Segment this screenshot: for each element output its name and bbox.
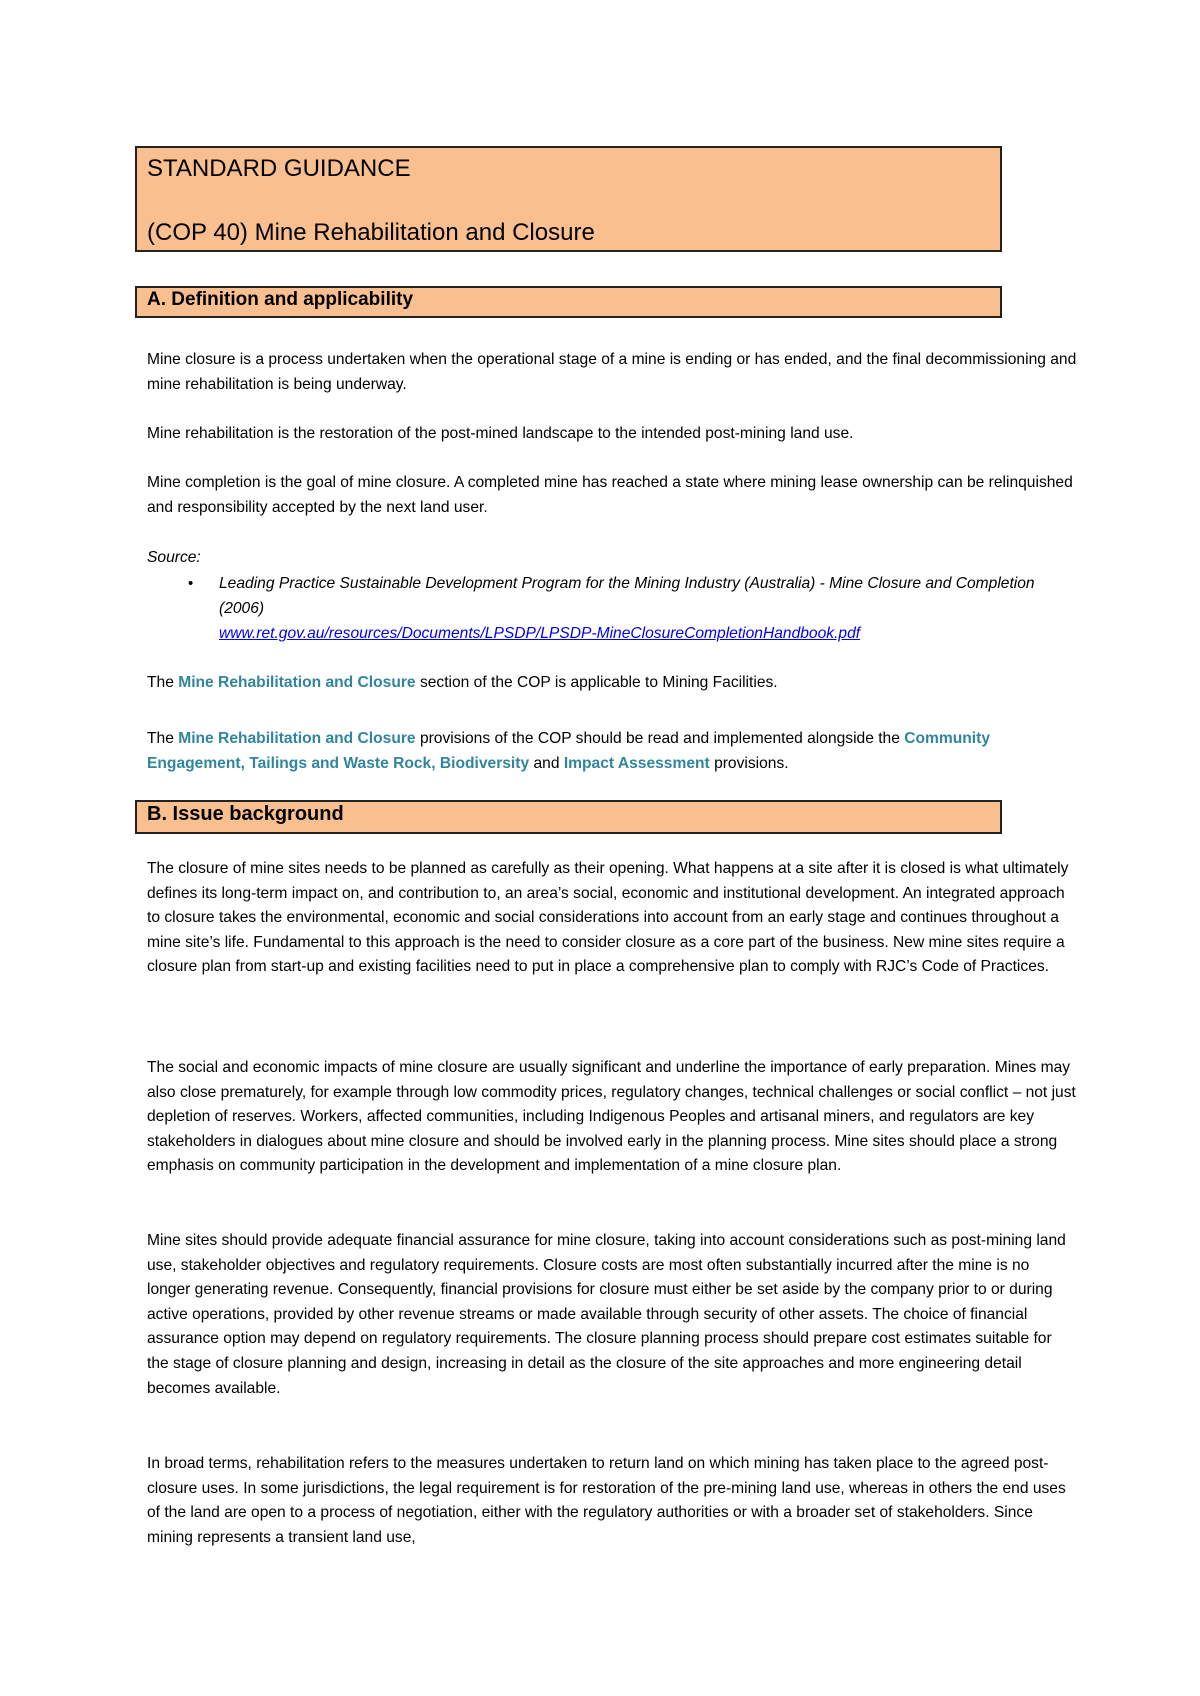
document-title-line1: STANDARD GUIDANCE — [147, 155, 411, 182]
text-span: and — [529, 754, 564, 772]
section-b-heading — [135, 800, 1002, 834]
section-b-paragraph-2: The social and economic impacts of mine closure are usually significant and underline the importance of early preparation. Mines may also close prematurely, for example through low commodity prices, regulatory changes, technical challenges or social conflict – not just depletion of reserves. Workers, affected communities, including Indigenous Peoples and artisanal miners, and regulators are key stakeholders in dialogues about mine closure and should be involved early in the planning process. Mine sites should place a strong emphasis on community participation in the development and implementation of a mine closure plan. — [147, 1059, 1076, 1175]
section-a-heading — [135, 286, 1002, 318]
text-span: section of the COP is applicable to Mining Facilities. — [415, 674, 778, 691]
document-title-line2: (COP 40) Mine Rehabilitation and Closure — [147, 219, 595, 246]
source-link-line — [219, 622, 1149, 647]
text-span: The — [147, 730, 179, 747]
bullet-marker: • — [188, 575, 194, 592]
impact-assessment-ref: Impact Assessment — [563, 754, 710, 772]
section-a-heading-text: A. Definition and applicability — [147, 289, 414, 310]
source-link[interactable]: www.ret.gov.au/resources/Documents/LPSDP/LPSDP-MineClosureCompletionHandbook.pdf — [219, 625, 861, 642]
text-span: provisions of the COP should be read and implemented alongside the — [415, 730, 905, 747]
text-span: The — [147, 674, 179, 691]
related-provisions-ref: Community Engagement, Tailings and Waste Rock, Biodiversity — [147, 730, 990, 772]
source-item: Leading Practice Sustainable Development Program for the Mining Industry (Australia) - Mine Closure and Completion (2006) — [219, 575, 1035, 617]
section-a-paragraph-4 — [147, 671, 1077, 696]
section-a-paragraph-2: Mine rehabilitation is the restoration of the post-mined landscape to the intended post-mining land use. — [147, 425, 854, 442]
section-b-paragraph-1: The closure of mine sites needs to be planned as carefully as their opening. What happens at a site after it is closed is what ultimately defines its long-term impact on, and contribution to, an area’s social, economic and institutional development. An integrated approach to closure takes the environmental, economic and social considerations into account from an early stage and continues throughout a mine site’s life. Fundamental to this approach is the need to consider closure as a core part of the business. New mine sites require a closure plan from start-up and existing facilities need to put in place a comprehensive plan to comply with RJC’s Code of Practices. — [147, 860, 1069, 976]
section-b-heading-text: B. Issue background — [147, 803, 344, 825]
source-label: Source: — [147, 549, 201, 566]
section-b-paragraph-3: Mine sites should provide adequate financial assurance for mine closure, taking into account considerations such as post-mining land use, stakeholder objectives and regulatory requirements. Closure costs are most often substantially incurred after the mine is no longer generating revenue. Consequently, financial provisions for closure must either be set aside by the company prior to or during active operations, provided by other revenue streams or made available through security of other assets. The choice of financial assurance option may depend on regulatory requirements. The closure planning process should prepare cost estimates suitable for the stage of closure planning and design, increasing in detail as the closure of the site approaches and more engineering detail becomes available. — [147, 1232, 1066, 1397]
cop-section-ref: Mine Rehabilitation and Closure — [178, 674, 416, 691]
section-b-paragraph-4: In broad terms, rehabilitation refers to the measures undertaken to return land on which mining has taken place to the agreed post-closure uses. In some jurisdictions, the legal requirement is for restoration of the pre-mining land use, whereas in others the end uses of the land are open to a process of negotiation, either with the regulatory authorities or with a broader set of stakeholders. Since mining represents a transient land use, — [147, 1455, 1066, 1546]
section-a-paragraph-3: Mine completion is the goal of mine closure. A completed mine has reached a state where mining lease ownership can be relinquished and responsibility accepted by the next land user. — [147, 474, 1073, 516]
section-a-paragraph-5 — [147, 727, 1087, 776]
title-box — [135, 146, 1002, 252]
cop-section-ref: Mine Rehabilitation and Closure — [178, 730, 416, 747]
section-a-paragraph-1: Mine closure is a process undertaken when the operational stage of a mine is ending or has ended, and the final decommissioning and mine rehabilitation is being underway. — [147, 351, 1077, 393]
text-span: provisions. — [709, 754, 789, 772]
